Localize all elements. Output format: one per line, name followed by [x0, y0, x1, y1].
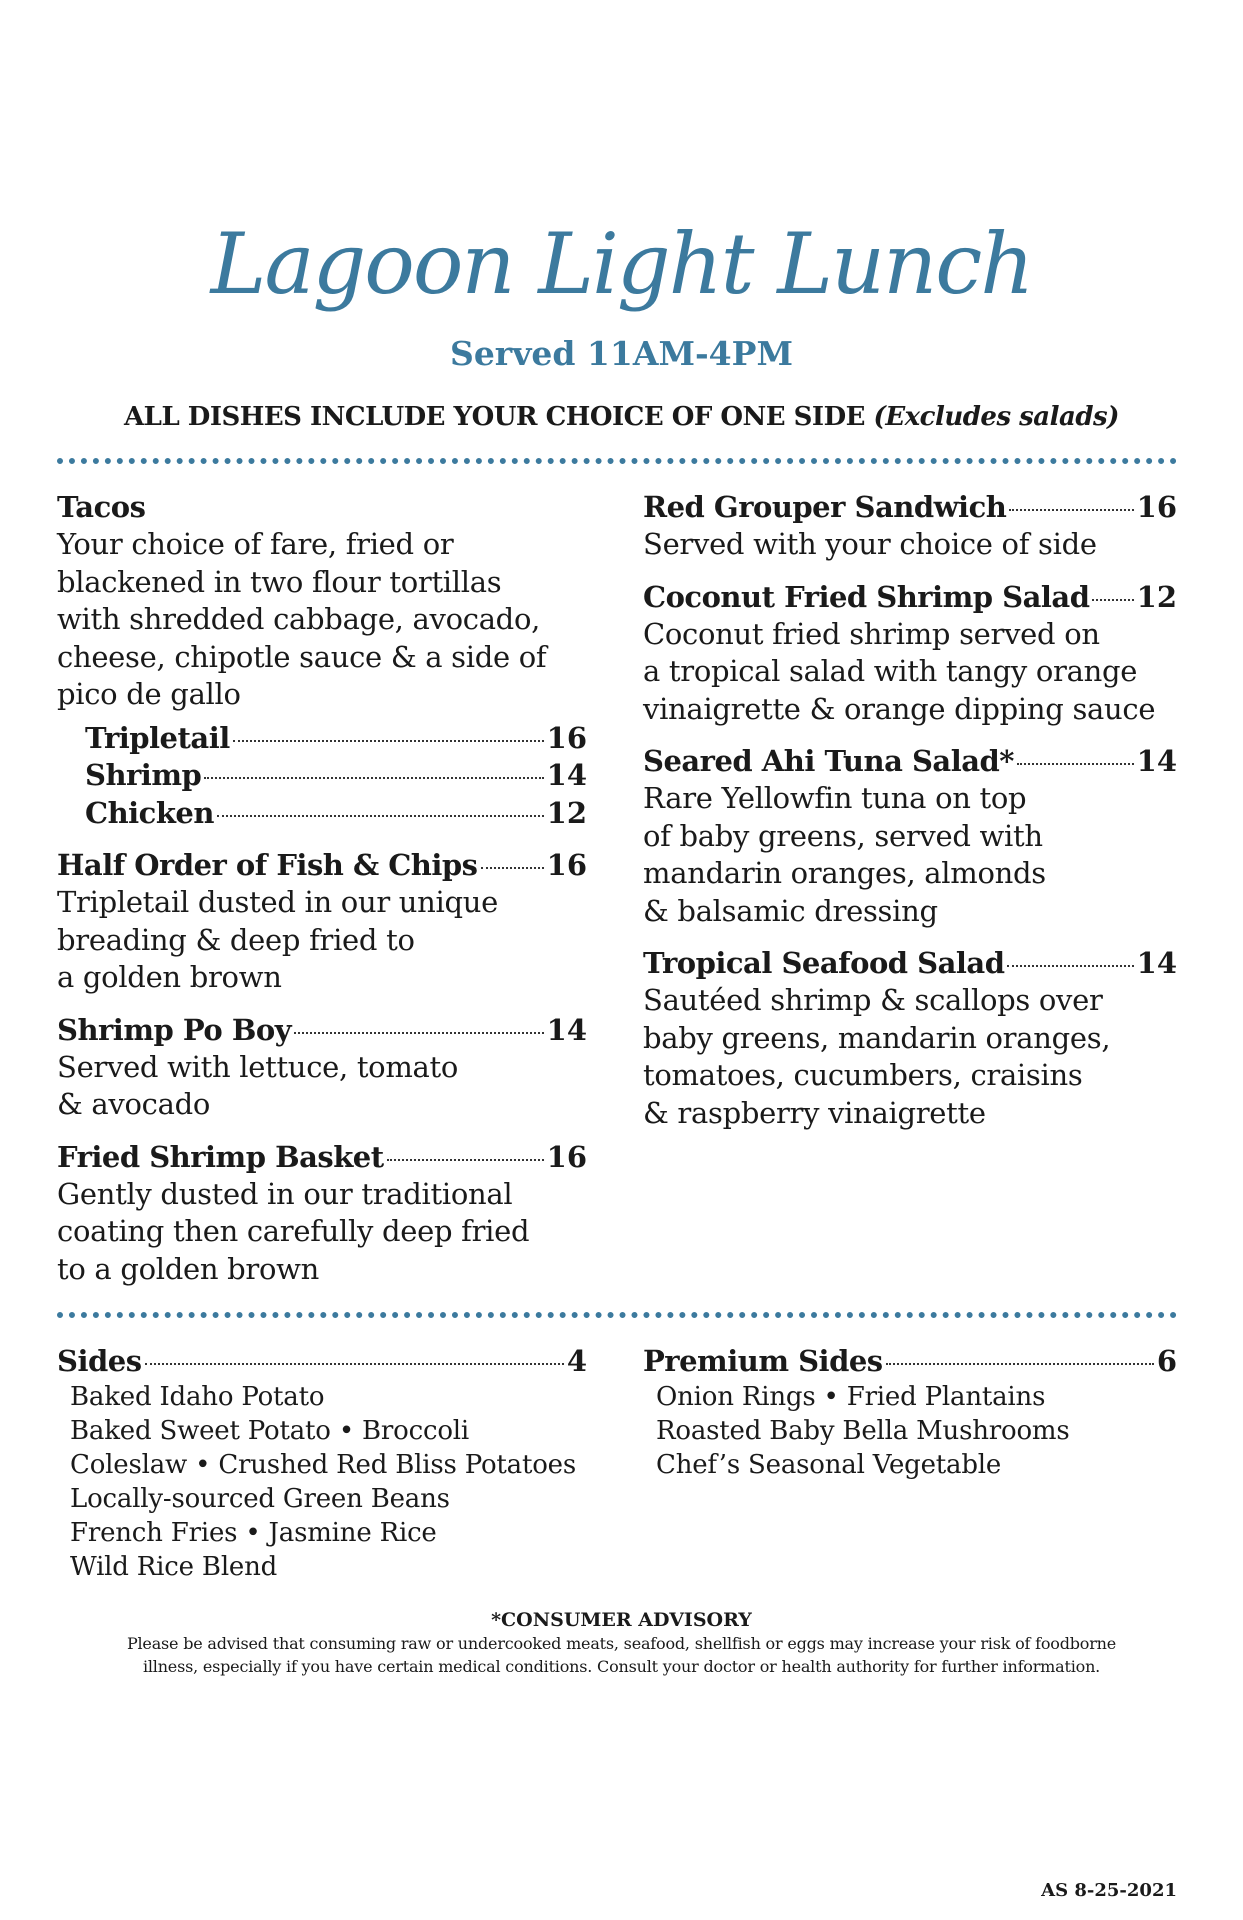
- leader-dots: [294, 1032, 544, 1034]
- side-item: Wild Rice Blend: [70, 1552, 278, 1582]
- side-note-main: ALL DISHES INCLUDE YOUR CHOICE OF ONE SIDE: [123, 402, 874, 432]
- desc-line: mandarin oranges, almonds: [643, 856, 1046, 890]
- leader-dots: [204, 777, 543, 779]
- side-item: Baked Idaho Potato: [70, 1382, 325, 1412]
- variant-price: 12: [546, 795, 587, 830]
- desc-line: a tropical salad with tangy orange: [643, 654, 1138, 688]
- desc-line: cheese, chipotle sauce & a side of: [57, 639, 547, 674]
- sides-price: 4: [566, 1344, 587, 1378]
- item-name: Tropical Seafood Salad: [643, 946, 1005, 980]
- menu-item-coconut-shrimp-salad: [643, 578, 1177, 729]
- item-description: [643, 780, 1177, 930]
- item-price: 14: [546, 1012, 587, 1047]
- menu-item-shrimp-basket: [57, 1138, 587, 1289]
- advisory-text-line: Please be advised that consuming raw or undercooked meats, seafood, shellfish or eggs may increase your risk of foodborne: [126, 1634, 1117, 1653]
- leader-dots: [1009, 509, 1133, 511]
- leader-dots: [1007, 965, 1133, 967]
- item-description: [643, 982, 1177, 1132]
- desc-line: tomatoes, cucumbers, craisins: [643, 1058, 1083, 1092]
- item-name: Half Order of Fish & Chips: [57, 848, 478, 882]
- desc-line: coating then carefully deep fried: [57, 1214, 530, 1248]
- item-description: [643, 526, 1177, 564]
- item-price: 16: [546, 1139, 587, 1174]
- item-price: 12: [1136, 579, 1177, 614]
- menu-title: Lagoon Light Lunch: [210, 215, 1033, 313]
- item-name: Coconut Fried Shrimp Salad: [643, 579, 1090, 614]
- premium-sides-list: [643, 1380, 1177, 1482]
- leader-dots: [233, 740, 544, 742]
- leader-dots: [145, 1363, 564, 1365]
- menu-item-ahi-tuna-salad: [643, 742, 1177, 930]
- side-item: Locally-sourced Green Beans: [70, 1484, 450, 1514]
- item-description: [57, 1176, 587, 1289]
- menu-version-code: AS 8-25-2021: [1041, 1880, 1177, 1901]
- variant-price: 16: [546, 720, 587, 755]
- variant-tripletail: [85, 720, 587, 758]
- premium-sides-price: 6: [1156, 1344, 1177, 1378]
- side-item: Baked Sweet Potato • Broccoli: [70, 1416, 470, 1446]
- item-price: 14: [1136, 744, 1177, 778]
- item-name: Seared Ahi Tuna Salad*: [643, 744, 1014, 778]
- menu-item-fish-chips: [57, 846, 587, 997]
- side-item: French Fries • Jasmine Rice: [70, 1518, 437, 1548]
- item-price: 14: [1136, 946, 1177, 980]
- item-name: Tacos: [57, 490, 146, 524]
- variant-price: 14: [546, 758, 587, 792]
- variant-name: Tripletail: [85, 720, 230, 755]
- menu-item-tropical-seafood-salad: [643, 944, 1177, 1132]
- item-name: Shrimp Po Boy: [57, 1012, 292, 1047]
- menu-item-tacos: [57, 488, 587, 832]
- desc-line: Tripletail dusted in our unique: [57, 885, 499, 919]
- desc-line: & balsamic dressing: [643, 893, 938, 928]
- leader-dots: [481, 867, 544, 869]
- leader-dots: [217, 815, 544, 817]
- premium-sides-section: [643, 1342, 1177, 1482]
- sides-section: [57, 1342, 587, 1584]
- item-description: [643, 616, 1177, 729]
- desc-line: Rare Yellowfin tuna on top: [643, 781, 1027, 815]
- desc-line: breading & deep fried to: [57, 922, 415, 957]
- taco-variants: [57, 720, 587, 833]
- side-item: Chef’s Seasonal Vegetable: [656, 1450, 1002, 1480]
- side-item: Roasted Baby Bella Mushrooms: [656, 1416, 1070, 1446]
- variant-shrimp: [85, 757, 587, 795]
- menu-item-grouper: [643, 488, 1177, 564]
- item-description: [57, 1049, 587, 1124]
- top-divider: [57, 458, 1177, 464]
- leader-dots: [886, 1363, 1154, 1365]
- desc-line: blackened in two flour tortillas: [57, 564, 502, 599]
- item-description: [57, 526, 587, 714]
- variant-name: Chicken: [85, 795, 214, 830]
- item-price: 16: [546, 848, 587, 882]
- desc-line: of baby greens, served with: [643, 818, 1043, 853]
- item-price: 16: [1136, 490, 1177, 524]
- desc-line: Sautéed shrimp & scallops over: [643, 983, 1103, 1017]
- item-description: [57, 884, 587, 997]
- leader-dots: [1017, 763, 1134, 765]
- side-item: Onion Rings • Fried Plantains: [656, 1382, 1046, 1412]
- desc-line: Gently dusted in our traditional: [57, 1176, 513, 1211]
- desc-line: pico de gallo: [57, 677, 241, 711]
- desc-line: Served with lettuce, tomato: [57, 1049, 459, 1084]
- bottom-divider: [57, 1312, 1177, 1318]
- right-menu-column: [643, 488, 1177, 1146]
- leader-dots: [387, 1159, 544, 1161]
- menu-subtitle: Served 11AM-4PM: [449, 334, 793, 373]
- desc-line: Served with your choice of side: [643, 527, 1097, 561]
- side-item: Coleslaw • Crushed Red Bliss Potatoes: [70, 1450, 577, 1480]
- side-note-exclusion: (Excludes salads): [873, 402, 1119, 432]
- variant-name: Shrimp: [85, 758, 202, 792]
- desc-line: baby greens, mandarin oranges,: [643, 1020, 1111, 1055]
- premium-sides-title: Premium Sides: [643, 1344, 883, 1378]
- desc-line: Coconut fried shrimp served on: [643, 616, 1100, 651]
- left-menu-column: [57, 488, 587, 1302]
- item-name: Fried Shrimp Basket: [57, 1139, 384, 1174]
- advisory-heading: *CONSUMER ADVISORY: [491, 1609, 752, 1631]
- variant-chicken: [85, 795, 587, 833]
- sides-title: Sides: [57, 1344, 142, 1378]
- desc-line: a golden brown: [57, 960, 282, 994]
- desc-line: & raspberry vinaigrette: [643, 1095, 986, 1130]
- desc-line: & avocado: [57, 1087, 211, 1121]
- sides-list: [57, 1380, 587, 1584]
- desc-line: vinaigrette & orange dipping sauce: [643, 691, 1156, 726]
- consumer-advisory: [0, 1608, 1243, 1678]
- menu-item-po-boy: [57, 1011, 587, 1124]
- side-note: [0, 402, 1243, 432]
- item-name: Red Grouper Sandwich: [643, 490, 1007, 524]
- desc-line: to a golden brown: [57, 1251, 320, 1286]
- desc-line: Your choice of fare, fried or: [57, 527, 454, 561]
- advisory-text-line: illness, especially if you have certain medical conditions. Consult your doctor or health authority for further information.: [142, 1657, 1101, 1676]
- leader-dots: [1092, 599, 1133, 601]
- desc-line: with shredded cabbage, avocado,: [57, 602, 541, 636]
